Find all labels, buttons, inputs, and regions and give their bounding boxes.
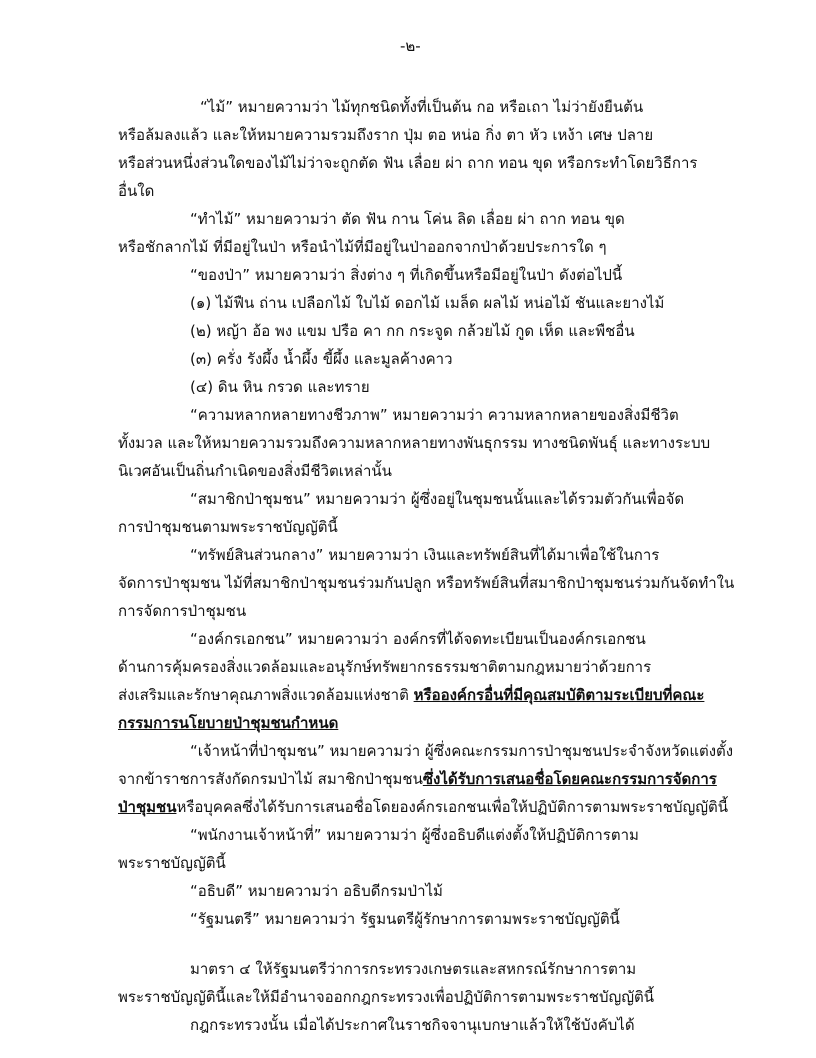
definition-line: จากข้าราชการสังกัดกรมป่าไม้ สมาชิกป่าชุมชนซึ่งได้รับการเสนอชื่อโดยคณะกรรมการจัดการ <box>118 770 717 788</box>
section-line: มาตรา ๔ ให้รัฐมนตรีว่าการกระทรวงเกษตรและสหกรณ์รักษาการตาม <box>190 960 637 978</box>
definition-line: ส่งเสริมและรักษาคุณภาพสิ่งแวดล้อมแห่งชาติ หรือองค์กรอื่นที่มีคุณสมบัติตามระเบียบที่คณะ <box>118 686 705 704</box>
definition-line: “ความหลากหลายทางชีวภาพ” หมายความว่า ความหลากหลายของสิ่งมีชีวิต <box>190 406 679 424</box>
list-item: (๒) หญ้า อ้อ พง แขม ปรือ คา กก กระจูด กล้วยไม้ กูด เห็ด และพืชอื่น <box>190 322 635 340</box>
definition-line: “พนักงานเจ้าหน้าที่” หมายความว่า ผู้ซึ่งอธิบดีแต่งตั้งให้ปฏิบัติการตาม <box>190 826 639 844</box>
definition-line: “ไม้” หมายความว่า ไม้ทุกชนิดทั้งที่เป็นต้น กอ หรือเถา ไม่ว่ายังยืนต้น <box>200 98 644 116</box>
definition-line: “สมาชิกป่าชุมชน” หมายความว่า ผู้ซึ่งอยู่ในชุมชนนั้นและได้รวมตัวกันเพื่อจัด <box>190 490 685 508</box>
list-item: (๓) ครั่ง รังผึ้ง น้ำผึ้ง ขี้ผึ้ง และมูลค้างคาว <box>190 350 453 368</box>
definition-line: ป่าชุมชนหรือบุคคลซึ่งได้รับการเสนอชื่อโดยองค์กรเอกชนเพื่อให้ปฏิบัติการตามพระราชบัญญัตินี้ <box>118 798 729 816</box>
definition-line: หรือส่วนหนึ่งส่วนใดของไม้ไม่ว่าจะถูกตัด ฟัน เลื่อย ผ่า ถาก ทอน ขุด หรือกระทำโดยวิธีการ <box>118 154 698 172</box>
definition-line: “อธิบดี” หมายความว่า อธิบดีกรมป่าไม้ <box>190 882 443 900</box>
definition-line: นิเวศอันเป็นถิ่นกำเนิดของสิ่งมีชีวิตเหล่านั้น <box>118 462 392 480</box>
section-line: พระราชบัญญัตินี้และให้มีอำนาจออกกฎกระทรวงเพื่อปฏิบัติการตามพระราชบัญญัตินี้ <box>118 988 655 1006</box>
definition-line: พระราชบัญญัตินี้ <box>118 854 226 872</box>
amended-text: ซึ่งได้รับการเสนอชื่อโดยคณะกรรมการจัดการ <box>422 770 717 788</box>
amended-text: ป่าชุมชน <box>118 798 177 816</box>
definition-line: “ทำไม้” หมายความว่า ตัด ฟัน กาน โค่น ลิด เลื่อย ผ่า ถาก ทอน ขุด <box>190 210 625 228</box>
list-item: (๑) ไม้ฟืน ถ่าน เปลือกไม้ ใบไม้ ดอกไม้ เมล็ด ผลไม้ หน่อไม้ ชันและยางไม้ <box>190 294 665 312</box>
definition-line <box>118 712 338 734</box>
definition-line: อื่นใด <box>118 182 155 200</box>
amended-text: หรือองค์กรอื่นที่มีคุณสมบัติตามระเบียบที่คณะ <box>413 686 705 704</box>
definition-line: “องค์กรเอกชน” หมายความว่า องค์กรที่ได้จดทะเบียนเป็นองค์กรเอกชน <box>190 630 646 648</box>
list-item: (๔) ดิน หิน กรวด และทราย <box>190 378 370 396</box>
definition-line: หรือชักลากไม้ ที่มีอยู่ในป่า หรือนำไม้ที่มีอยู่ในป่าออกจากป่าด้วยประการใด ๆ <box>118 238 607 256</box>
amended-text: กรรมการนโยบายป่าชุมชนกำหนด <box>118 714 339 732</box>
definition-line: ด้านการคุ้มครองสิ่งแวดล้อมและอนุรักษ์ทรัพยากรธรรมชาติตามกฎหมายว่าด้วยการ <box>118 658 652 676</box>
definition-line: จัดการป่าชุมชน ไม้ที่สมาชิกป่าชุมชนร่วมกันปลูก หรือทรัพย์สินที่สมาชิกป่าชุมชนร่วมกันจัดทำใน <box>118 574 735 592</box>
definition-line: หรือล้มลงแล้ว และให้หมายความรวมถึงราก ปุ่ม ตอ หน่อ กิ่ง ตา หัว เหง้า เศษ ปลาย <box>118 126 654 144</box>
definition-line: “ทรัพย์สินส่วนกลาง” หมายความว่า เงินและทรัพย์สินที่ได้มาเพื่อใช้ในการ <box>190 546 660 564</box>
definition-line: “รัฐมนตรี” หมายความว่า รัฐมนตรีผู้รักษาการตามพระราชบัญญัตินี้ <box>190 910 620 928</box>
definition-line: “ของป่า” หมายความว่า สิ่งต่าง ๆ ที่เกิดขึ้นหรือมีอยู่ในป่า ดังต่อไปนี้ <box>190 266 623 284</box>
definition-line: “เจ้าหน้าที่ป่าชุมชน” หมายความว่า ผู้ซึ่งคณะกรรมการป่าชุมชนประจำจังหวัดแต่งตั้ง <box>190 742 734 760</box>
section-line: กฎกระทรวงนั้น เมื่อได้ประกาศในราชกิจจานุเบกษาแล้วให้ใช้บังคับได้ <box>190 1016 635 1034</box>
definition-line: ทั้งมวล และให้หมายความรวมถึงความหลากหลายทางพันธุกรรม ทางชนิดพันธุ์ และทางระบบ <box>118 434 711 452</box>
definition-line: การป่าชุมชนตามพระราชบัญญัตินี้ <box>118 518 338 536</box>
page-number: -๒- <box>400 37 421 55</box>
definition-line: การจัดการป่าชุมชน <box>118 602 247 620</box>
